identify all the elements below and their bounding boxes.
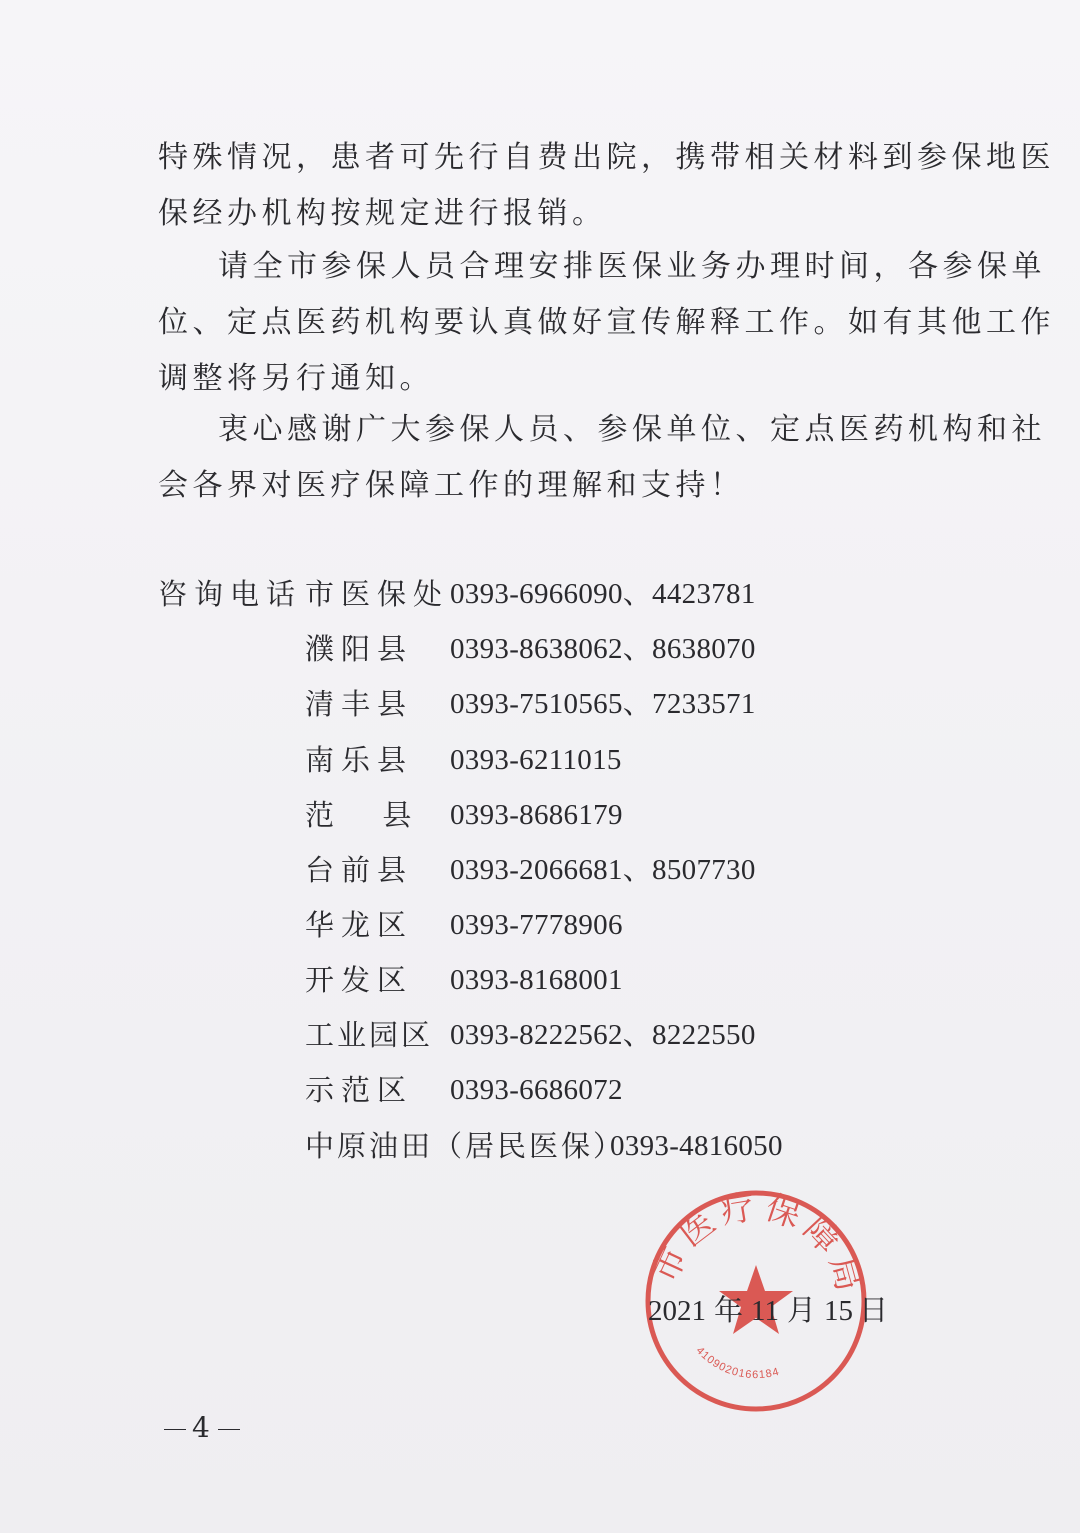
date-day-unit: 日 xyxy=(858,1293,888,1327)
contact-name: 南乐县 xyxy=(305,743,414,777)
contact-phone: 0393-4816050 xyxy=(610,1130,783,1162)
contact-name: 台前县 xyxy=(305,853,414,887)
contact-phone: 0393-2066681、8507730 xyxy=(450,854,756,886)
paragraph-line: 保经办机构按规定进行报销。 xyxy=(158,196,607,231)
dash-right xyxy=(218,1429,240,1431)
seal-serial: 4109020166184 xyxy=(693,1344,782,1382)
paragraph-3 xyxy=(158,402,1046,514)
date-month-unit: 月 xyxy=(786,1293,816,1327)
date-month: 11 xyxy=(751,1295,779,1327)
contact-phone: 0393-8686179 xyxy=(450,799,623,831)
paragraph-line: 请全市参保人员合理安排医保业务办理时间，各参保单 xyxy=(218,249,1046,284)
paragraph-line: 位、定点医药机构要认真做好宣传解释工作。如有其他工作 xyxy=(158,305,1055,340)
date-day: 15 xyxy=(823,1295,853,1327)
contact-name: 工业园区 xyxy=(305,1018,434,1052)
paragraph-line: 调整将另行通知。 xyxy=(158,361,434,396)
contact-name: 华龙区 xyxy=(305,908,414,942)
date-year: 2021 xyxy=(648,1295,706,1327)
contact-name: 中原油田（居民医保） xyxy=(305,1129,626,1163)
paragraph-line: 特殊情况，患者可先行自费出院，携带相关材料到参保地医 xyxy=(158,140,1055,175)
contact-heading: 咨询电话 xyxy=(158,577,303,611)
paragraph-2 xyxy=(158,239,1055,407)
contact-phone: 0393-8638062、8638070 xyxy=(450,633,756,665)
paragraph-line: 会各界对医疗保障工作的理解和支持！ xyxy=(158,468,745,503)
contact-name: 市医保处 xyxy=(305,577,450,611)
seal-text: 市医疗保障局 xyxy=(644,1186,871,1302)
page-number xyxy=(158,1408,246,1448)
dash-left xyxy=(164,1429,186,1431)
contact-phone: 0393-6211015 xyxy=(450,744,622,776)
contact-phone: 0393-7778906 xyxy=(450,909,623,941)
contact-phone: 0393-8222562、8222550 xyxy=(450,1019,756,1051)
paragraph-1 xyxy=(158,130,1055,242)
contact-name: 范 县 xyxy=(305,798,422,832)
page-number-value: 4 xyxy=(192,1411,212,1444)
contact-name: 濮阳县 xyxy=(305,632,414,666)
contact-name: 清丰县 xyxy=(305,687,414,721)
date-year-unit: 年 xyxy=(714,1293,744,1327)
contact-phone: 0393-6686072 xyxy=(450,1074,623,1106)
contact-phone: 0393-7510565、7233571 xyxy=(450,688,756,720)
contact-name: 示范区 xyxy=(305,1073,414,1107)
paragraph-line: 衷心感谢广大参保人员、参保单位、定点医药机构和社 xyxy=(218,412,1046,447)
contact-name: 开发区 xyxy=(305,963,414,997)
contact-phone: 0393-6966090、4423781 xyxy=(450,578,756,610)
contact-phone: 0393-8168001 xyxy=(450,964,623,996)
issue-date xyxy=(648,1290,888,1331)
